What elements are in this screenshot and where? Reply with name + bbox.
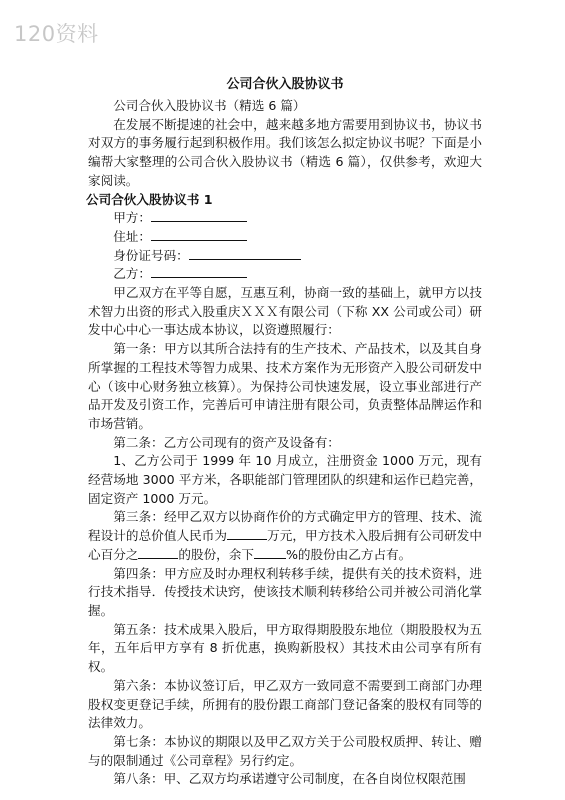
- field-label: 甲方：: [113, 210, 151, 226]
- article-3-text: 第三条：经甲乙双方以协商作价的方式确定甲方的管理、技术、流程设计的总价值人民币为: [88, 509, 482, 544]
- document-body: [88, 97, 482, 789]
- field-address: [88, 228, 482, 247]
- article-2-item-1: 1、乙方公司于 1999 年 10 月成立，注册资金 1000 万元，现有经营场地 3000 平方米，各职能部门管理团队的织建和运作已趋完善，固定资产 1000 万元。: [88, 453, 482, 506]
- blank-line: [227, 527, 267, 540]
- blank-line: [151, 228, 247, 241]
- article-3-text: 的股份，余下: [178, 546, 254, 562]
- article-3: [88, 508, 482, 564]
- field-label: 住址：: [113, 228, 151, 244]
- blank-line: [254, 546, 286, 559]
- blank-line: [138, 546, 178, 559]
- article-5: 第五条：技术成果入股后，甲方取得期股股东地位（期股股权为五年，五年后甲方享有 8 折优惠，换购新股权）其技术由公司享有所有权。: [88, 621, 482, 675]
- section-heading: 公司合伙入股协议书 1: [86, 191, 213, 207]
- article-6: 第六条：本协议签订后，甲乙双方一致同意不需要到工商部门办理股权变更登记手续，所拥有的股份跟工商部门登记备案的股权有同等的法律效力。: [88, 677, 482, 731]
- field-label: 身份证号码：: [113, 247, 189, 263]
- blank-line: [189, 247, 301, 260]
- article-2: 第二条：乙方公司现有的资产及设备有：: [113, 434, 340, 450]
- document-subtitle: 公司合伙入股协议书（精选 6 篇）: [113, 98, 306, 113]
- article-3-text: 万元，甲方技术入股后拥有公司研发中心百分之: [88, 528, 483, 562]
- blank-line: [151, 209, 247, 222]
- watermark-logo: 120资料: [14, 22, 99, 46]
- preamble-paragraph: 甲乙双方在平等自愿，互惠互利，协商一致的基础上，就甲方以技术智力出资的形式入股重庆ＸＸＸ有限公司（下称 XX 公司或公司）研发中心中心一事达成本协议，以资遵照履行：: [88, 285, 482, 338]
- article-1: 第一条：甲方以其所合法持有的生产技术、产品技术，以及其自身所掌握的工程技术等智力成果、技术方案作为无形资产入股公司研发中心（该中心财务独立核算）。为保持公司快速发展，设立事业部进行产品开发及引资工作，完善后可申请注册有限公司，负责整体品牌运作和市场营销。: [88, 341, 482, 431]
- blank-line: [151, 265, 247, 278]
- article-4: 第四条：甲方应及时办理权利转移手续，提供有关的技术资料，进行技术指导．传授技术诀窍，使该技术顺利转移给公司并被公司消化掌握。: [88, 565, 482, 618]
- field-party-b: [88, 265, 482, 284]
- intro-paragraph: 在发展不断提速的社会中，越来越多地方需要用到协议书，协议书对双方的事务履行起到积极作用。我们该怎么拟定协议书呢？下面是小编帮大家整理的公司合伙入股协议书（精选 6 篇），仅供参考，欢迎大家阅读。: [88, 116, 482, 188]
- article-8: 第八条：甲、乙双方均承诺遵守公司制度，在各自岗位权限范围: [113, 771, 466, 787]
- document-title: 公司合伙入股协议书: [226, 77, 344, 92]
- field-party-a: [88, 209, 482, 228]
- field-label: 乙方：: [113, 266, 151, 282]
- article-3-text: %的股份由乙方占有。: [285, 546, 412, 562]
- article-7: 第七条：本协议的期限以及甲乙双方关于公司股权质押、转让、赠与的限制通过《公司章程》另行约定。: [88, 733, 482, 768]
- field-id-number: [88, 247, 482, 266]
